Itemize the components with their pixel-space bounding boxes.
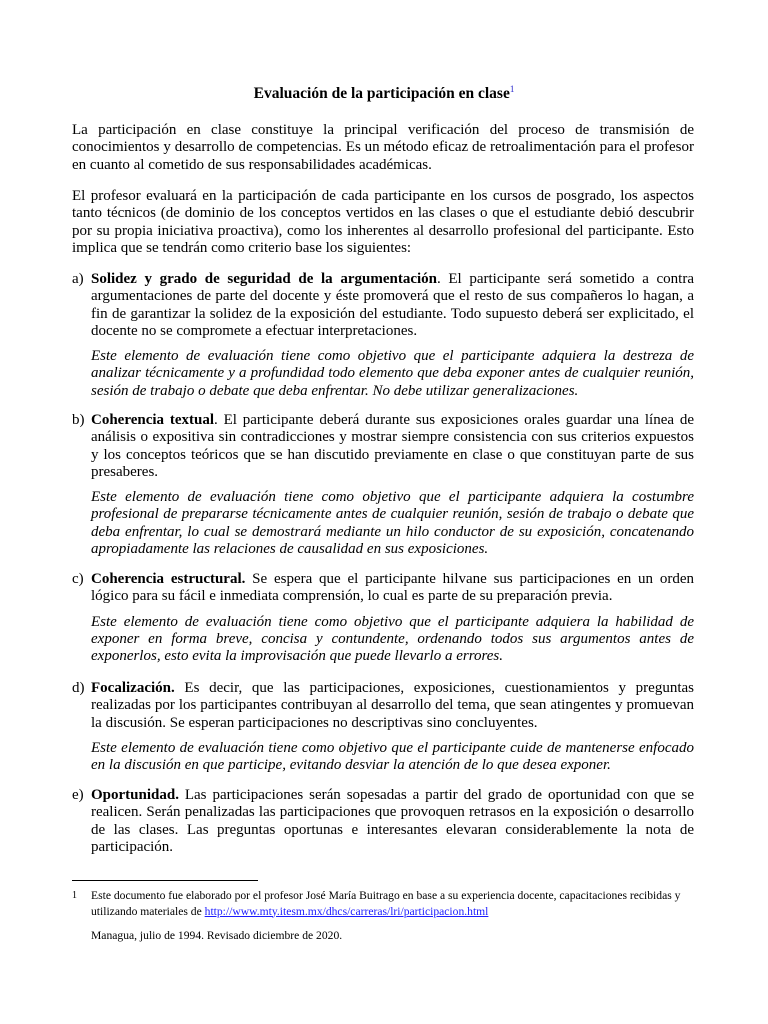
page-title [0,85,768,103]
intro-paragraph: La participación en clase constituye la principal verificación del proceso de transmisión de conocimientos y desarrollo de competencias. Es un método eficaz de retroalimentación para el profesor en cuanto al cometido de sus responsabilidades académicas. [72,122,694,173]
list-marker: c) [72,571,84,587]
criterion-heading: Oportunidad. [91,787,179,803]
criterion-d [72,680,694,774]
criterion-heading: Coherencia estructural. [91,571,246,587]
criterion-a [72,271,694,400]
footnote-number: 1 [72,890,77,901]
criterion-heading: Coherencia textual [91,412,215,428]
criterion-body: . El participante será sometido a contra argumentaciones de parte del docente y éste promoverá que el resto de sus compañeros lo hagan, a fin de garantizar la solidez de la exposición del estudiante. Todo supuesto deberá ser explicitado, el docente no se compromete a efectuar interpretaciones. [91,271,694,339]
criterion-note: Este elemento de evaluación tiene como objetivo que el participante cuide de mantenerse enfocado en la discusión en que participe, evitando desviar la atención de lo que desea exponer. [91,739,694,774]
title-text: Evaluación de la participación en clase [253,85,510,102]
criterion-b [72,412,694,558]
footnote-body: Este documento fue elaborado por el profesor José María Buitrago en base a su experiencia docente, capacitaciones recibidas y utilizando materiales de [91,889,681,918]
footnote-date: Managua, julio de 1994. Revisado diciembre de 2020. [91,929,343,942]
criterion-note: Este elemento de evaluación tiene como objetivo que el participante adquiera la costumbre profesional de prepararse técnicamente antes de cualquier reunión, sesión de trabajo o debate que deba enfrentar, lo cual se demostrará mediante un hilo conductor de su exposición, concatenando apropiadamente las relaciones de causalidad en sus exposiciones. [91,489,694,558]
list-marker: a) [72,271,84,287]
list-marker: d) [72,680,85,696]
footnote [72,888,700,944]
criterion-note: Este elemento de evaluación tiene como objetivo que el participante adquiera la destreza de analizar técnicamente y a profundidad todo elemento que deba exponer antes de cualquier reunión, sesión de trabajo o debate que deba enfrentar. No debe utilizar generalizaciones. [91,348,694,399]
criterion-text [91,271,694,340]
criterion-text [91,680,694,732]
source-link[interactable]: http://www.mty.itesm.mx/dhcs/carreras/lri/participacion.html [204,904,489,918]
footnote-text [91,888,700,919]
criterion-body: . El participante deberá durante sus exposiciones orales guardar una línea de análisis o expositiva sin contradicciones y mostrar siempre consistencia con sus criterios expuestos y los conceptos teóricos que se han discutido previamente en clase o que constituyan parte de sus presaberes. [91,412,694,480]
criterion-note: Este elemento de evaluación tiene como objetivo que el participante adquiera la habilidad de exponer en forma breve, concisa y contundente, ordenando todos sus argumentos antes de exponerlos, esto evita la improvisación que puede llevarlo a errores. [91,613,694,665]
criterion-heading: Solidez y grado de seguridad de la argumentación [91,271,437,287]
list-marker: b) [72,412,85,428]
list-marker: e) [72,787,84,803]
criterion-body: Las participaciones serán sopesadas a partir del grado de oportunidad con que se realicen. Serán penalizadas las participaciones que provoquen retrasos en la exposición o desarrollo de las clases. Las preguntas oportunas e interesantes elevaran considerablemente la nota de participación. [91,787,694,855]
criteria-paragraph: El profesor evaluará en la participación de cada participante en los cursos de posgrado, los aspectos tanto técnicos (de dominio de los conceptos vertidos en las clases o que el estudiante debió descubrir por su propia iniciativa proactiva), como los inherentes al desarrollo profesional del participante. Esto implica que se tendrán como criterio base los siguientes: [72,188,694,256]
criterion-heading: Focalización. [91,680,175,696]
criterion-e [72,787,694,856]
criterion-text [91,571,694,606]
footnote-ref[interactable]: 1 [509,83,515,94]
criterion-text [91,412,694,481]
criterion-body: Se espera que el participante hilvane sus participaciones en un orden lógico para su fácil e inmediata comprensión, lo cual es parte de su preparación previa. [91,571,694,605]
criterion-text [91,787,694,856]
criterion-c [72,571,694,665]
criterion-body: Es decir, que las participaciones, exposiciones, cuestionamientos y preguntas realizadas por los participantes contribuyan al desarrollo del tema, que sean atingentes y promuevan la discusión. Se esperan participaciones no descriptivas sino concluyentes. [91,680,694,731]
footnote-separator [72,880,258,881]
